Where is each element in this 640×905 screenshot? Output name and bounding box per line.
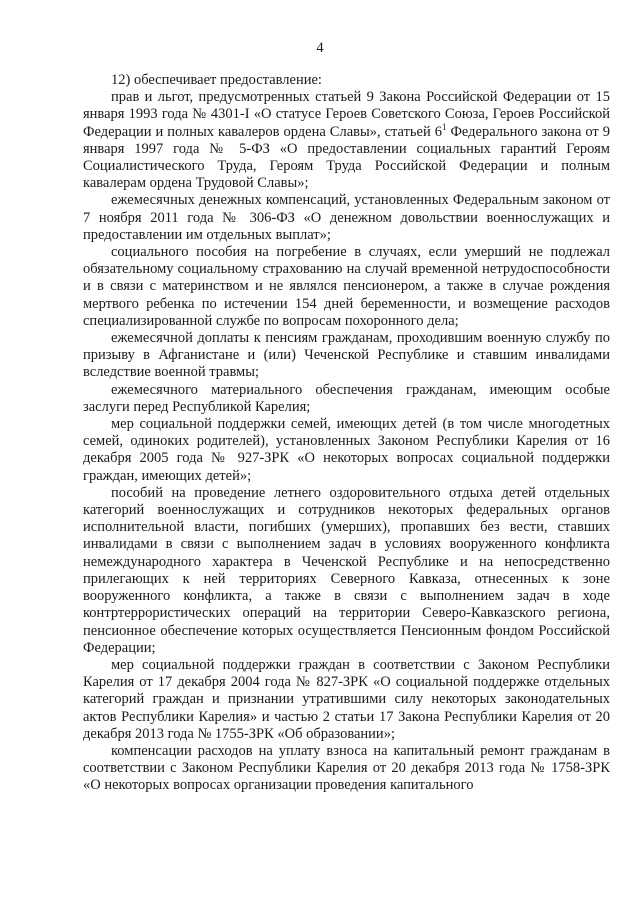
paragraph-10: компенсации расходов на уплату взноса на капитальный ремонт гражданам в соответствии с Законом Республики Карелия от 20 декабря 2013 года № 1758-ЗРК «О некоторых вопросах организации проведения капитального [83,742,610,794]
page-number: 4 [316,40,324,56]
paragraph-5: ежемесячной доплаты к пенсиям гражданам, проходившим военную службу по призыву в Афганистане и (или) Чеченской Республике и ставшим инвалидами вследствие военной травмы; [83,330,610,381]
paragraph-3: ежемесячных денежных компенсаций, установленных Федеральным законом от 7 ноября 2011 года № 306-ФЗ «О денежном довольствии военнослужащих и предоставлении им отдельных выплат»; [83,192,610,243]
paragraph-6: ежемесячного материального обеспечения гражданам, имеющим особые заслуги перед Республикой Карелия; [83,381,610,415]
paragraph-9: мер социальной поддержки граждан в соответствии с Законом Республики Карелия от 17 декабря 2004 года № 827-ЗРК «О социальной поддержке отдельных категорий граждан и признании утратившими силу некоторых законодательных актов Республики Карелия» и частью 2 статьи 17 Закона Республики Карелия от 20 декабря 2013 года № 1755-ЗРК «Об образовании»; [83,656,610,742]
paragraph-8: пособий на проведение летнего оздоровительного отдыха детей отдельных категорий военнослужащих и сотрудников некоторых федеральных органов исполнительной власти, погибших (умерших), пропавших без вести, ставших инвалидами в связи с выполнением задач в условиях вооруженного конфликта немеждународного характера в Чеченской Республике и на непосредственно прилегающих к ней территориях Северного Кавказа, отнесенных к зоне вооруженного конфликта, а также в связи с выполнением задач в ходе контртеррористических операций на территории Северо-Кавказского региона, пенсионное обеспечение которых осуществляется Пенсионным фондом Российской Федерации; [83,484,610,656]
paragraph-7: мер социальной поддержки семей, имеющих детей (в том числе многодетных семей, одиноких родителей), установленных Законом Республики Карелия от 16 декабря 2005 года № 927-ЗРК «О некоторых вопросах социальной поддержки граждан, имеющих детей»; [83,416,610,484]
paragraph-2 [83,89,610,192]
article-superscript: 1 [441,121,447,132]
paragraph-2-text: прав и льгот, предусмотренных статьей 9 Закона Российской Федерации от 15 января 1993 года № 4301-I «О статусе Героев Советского Союза, Героев Российской Федерации и полных кавалеров ордена Славы», статьей 6 [83,89,610,140]
paragraph-1: 12) обеспечивает предоставление: [111,72,322,88]
document-body [83,72,610,795]
paragraph-4: социального пособия на погребение в случаях, если умерший не подлежал обязательному социальному страхованию на случай временной нетрудоспособности и в связи с материнством и не являлся пенсионером, а также в случае рождения мертвого ребенка по истечении 154 дней беременности, и возмещение расходов специализированной службе по вопросам похоронного дела; [83,244,610,329]
paragraph-2-tail: Федерального закона от 9 января 1997 года № 5-ФЗ «О предоставлении социальных гарантий Героям Социалистического Труда, Героям Труда Российской Федерации и полным кавалерам ордена Трудовой Славы»; [83,123,610,192]
